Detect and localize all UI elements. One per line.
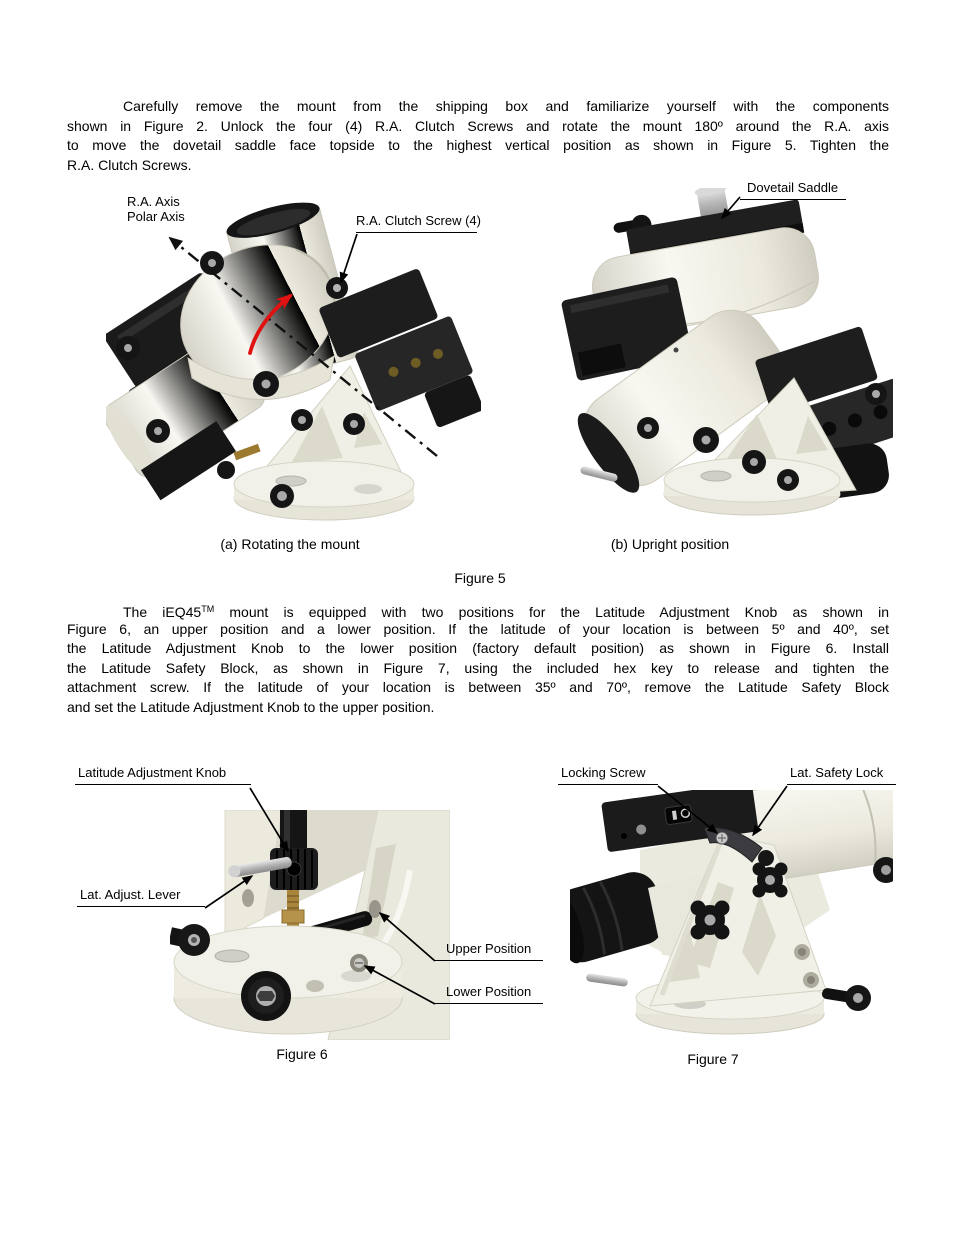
base-insert [341,970,371,982]
label-lat-adjust-lever: Lat. Adjust. Lever [77,887,205,907]
text-run: mount is equipped with two positions for the Latitude Adjustment Knob as shown in [214,604,889,620]
base-top [234,461,414,507]
left-wall-hole [242,889,254,907]
label-ra-polar-axis [127,194,185,224]
text-line: and set the Latitude Adjustment Knob to the upper position. [67,698,435,715]
text-run: The iEQ45 [123,604,202,620]
caption-figure5b: (b) Upright position [610,536,730,552]
front-base-knob [241,971,291,1021]
base-hole [306,980,324,992]
figure5a-mount-photo [106,196,481,521]
lower-position-screw [350,954,368,972]
knob-shaft-highlight [284,810,290,854]
figure5b-mount-photo [556,188,893,520]
label-latitude-adjustment-knob: Latitude Adjustment Knob [75,765,251,785]
paragraph-1 [67,97,889,175]
label-locking-screw: Locking Screw [558,765,658,785]
paragraph-2 [67,600,889,718]
bottom-right-knob [821,985,871,1011]
upper-position-hole [369,900,381,918]
text-line: Figure 6, an upper position and a lower position. If the latitude of your location is between 5º and 40º, set [67,620,889,637]
text-line: attachment screw. If the latitude of your location is between 35º and 70º, remove the Latitude Safety Block [67,679,889,696]
figure6-photo [170,810,450,1040]
silver-pin [586,973,629,987]
text-line [67,600,889,620]
casting-hole [807,976,815,984]
figure7-photo [570,790,893,1038]
star-knob-center [705,915,716,926]
text-line: to move the dovetail saddle face topside to the highest vertical position as shown in Figure 5. Tighten the [67,137,889,154]
caption-figure5a: (a) Rotating the mount [220,536,360,552]
star-knob-center [765,875,775,885]
left-base-knob [170,924,210,956]
text-line: R.A. Clutch Screws. [67,156,192,173]
trademark-superscript: TM [201,604,215,614]
caption-figure7: Figure 7 [687,1051,739,1067]
text-line: Carefully remove the mount from the shipping box and familiarize yourself with the components [123,98,889,114]
caption-figure5: Figure 5 [454,570,506,586]
label-lower-position: Lower Position [435,984,543,1004]
base-insert [701,471,731,481]
base-insert [215,950,249,962]
label-lat-safety-lock: Lat. Safety Lock [787,765,896,785]
tube-dot [674,348,679,353]
label-ra-clutch-screw: R.A. Clutch Screw (4) [356,213,477,233]
brass-screw [233,444,260,460]
label-upper-position: Upper Position [435,941,543,961]
right-knob-center [881,865,891,875]
text-line: the Latitude Safety Block, as shown in Figure 7, using the included hex key to release and tighten the [67,659,889,676]
caption-figure6: Figure 6 [276,1046,328,1062]
label-dovetail-saddle: Dovetail Saddle [740,180,846,200]
base-insert [354,484,382,494]
casting-hole [798,948,806,956]
label-ra-axis: R.A. Axis [127,194,180,209]
label-polar-axis: Polar Axis [127,209,185,224]
text-line: the Latitude Adjustment Knob to the lower position (factory default position) as shown in Figure 6. Install [67,640,889,657]
text-line: shown in Figure 2. Unlock the four (4) R.A. Clutch Screws and rotate the mount 180º around the R.A. axis [67,117,889,134]
